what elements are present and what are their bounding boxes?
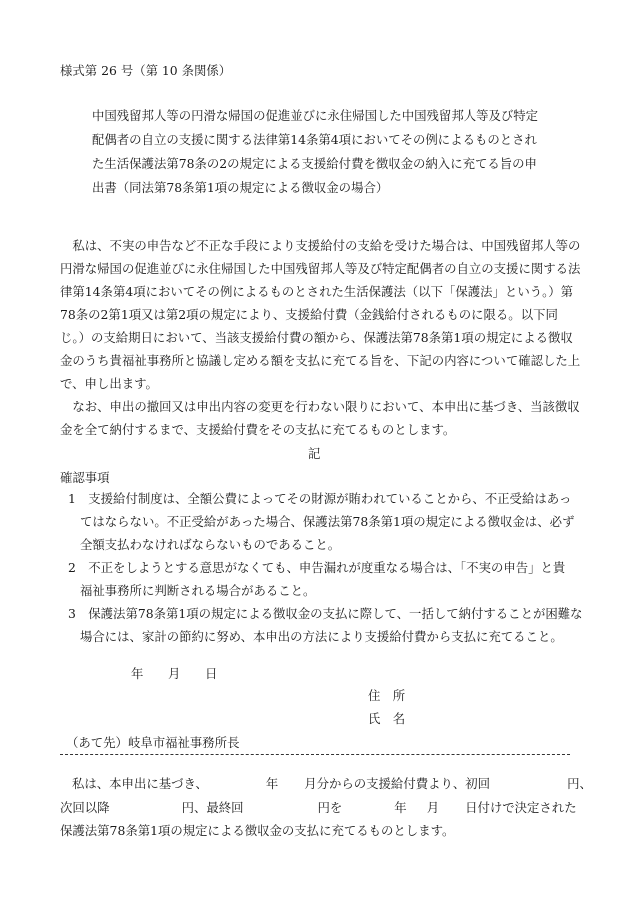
address-label: 住 所 [368,688,406,703]
cut-line [60,754,570,755]
body-line: 律第14条第4項においてその例によるものとされた生活保護法（以下「保護法」という。）第 [60,284,574,299]
title-line: 中国残留邦人等の円滑な帰国の促進並びに永住帰国した中国残留邦人等及び特定 [92,108,539,123]
title-line: 配偶者の自立の支援に関する法律第14条第4項においてその例によるものとされ [92,132,537,147]
body-line: 金のうち貴福祉事務所と協議し定める額を支払に充てる旨を、下記の内容について確認した上 [60,353,581,368]
receipt-text: 円、最終回 [181,800,244,815]
receipt-line-1 [72,776,592,792]
withdrawal-note-line: 金を全て納付するまで、支援給付費をその支払に充てるものとします。 [60,422,456,437]
body-line: 円滑な帰国の促進並びに永住帰国した中国残留邦人等及び特定配偶者の自立の支援に関する法 [60,261,581,276]
confirm-item-2: 2 不正をしようとする意思がなくても、申告漏れが度重なる場合は、「不実の申告」と貴 [68,560,566,575]
confirm-item-3: 3 保護法第78条第1項の規定による徴収金の支払に際して、一括して納付することが困難な [68,606,583,621]
confirm-item-1-cont: てはならない。不正受給があった場合、保護法第78条第1項の規定による徴収金は、必ず [80,514,575,529]
form-number: 様式第 26 号（第 10 条関係） [60,63,232,78]
receipt-year-label: 年 [265,776,279,791]
title-line: た生活保護法第78条の2の規定による支援給付費を徴収金の納入に充てる旨の申 [92,156,537,171]
receipt-year-label: 年 [394,800,407,815]
confirm-item-2-cont: 福祉事務所に判断される場合があること。 [80,583,316,598]
receipt-line-3: 保護法第78条第1項の規定による徴収金の支払に充てるものとします。 [60,823,455,838]
addressee: （あて先）岐阜市福祉事務所長 [66,735,240,750]
date-month-label: 月 [168,666,181,681]
date-day-label: 日 [205,666,218,681]
confirm-item-1-cont: 全額支払わなければならないものであること。 [80,537,341,552]
receipt-text: 円を [317,800,343,815]
body-line: 78条の2第1項又は第2項の規定により、支援給付費（金銭給付されるものに限る。以下同 [60,307,558,322]
receipt-text: 月分からの支援給付費より、初回 [304,776,491,791]
confirm-item-1: 1 支援給付制度は、全額公費によってその財源が賄われていることから、不正受給はあっ [68,491,572,506]
ki-label: 記 [308,446,321,461]
receipt-text: 次回以降 [60,800,110,815]
confirm-item-3-cont: 場合には、家計の節約に努め、本申出の方法により支援給付費から支払に充てること。 [80,629,563,644]
body-line: で、申し出ます。 [60,376,158,391]
date-year-label: 年 [131,666,144,681]
title-line: 出書（同法第78条第1項の規定による徴収金の場合） [92,180,389,195]
confirm-heading: 確認事項 [60,470,110,485]
receipt-month-label: 月 [426,800,440,815]
receipt-text: 円、 [567,776,592,791]
withdrawal-note-line: なお、申出の撤回又は申出内容の変更を行わない限りにおいて、本申出に基づき、当該徴収 [60,399,580,414]
receipt-text: 日付けで決定された [465,800,577,815]
receipt-line-2 [60,800,577,816]
body-line: 私は、不実の申告など不正な手段により支援給付の支給を受けた場合は、中国残留邦人等の [60,238,581,253]
body-line: じ。）の支給期日において、当該支援給付費の額から、保護法第78条第1項の規定による徴収 [60,330,573,345]
receipt-text: 私は、本申出に基づき、 [72,776,208,791]
name-label: 氏 名 [368,711,406,726]
